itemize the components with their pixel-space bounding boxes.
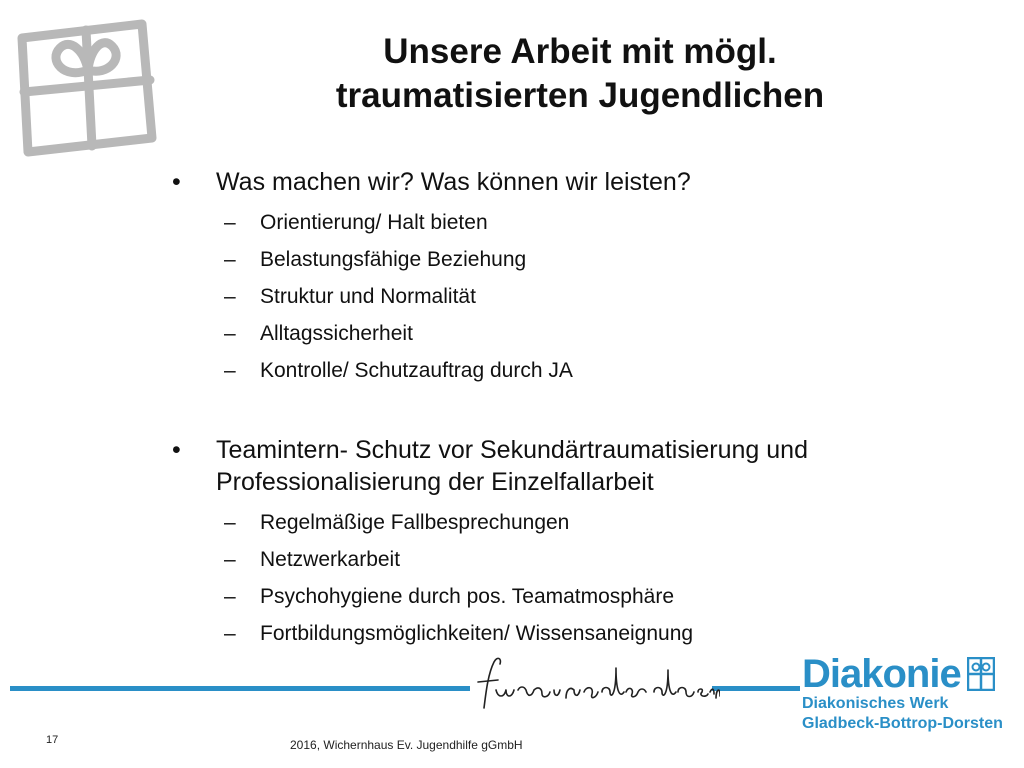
brand-subtitle-1: Diakonisches Werk xyxy=(802,695,949,712)
bullet-text: Professionalisierung der Einzelfallarbeit xyxy=(216,468,654,496)
bullet-item xyxy=(172,434,972,498)
footer-rule xyxy=(712,686,800,691)
diakonie-logo xyxy=(802,654,1007,734)
dash: – xyxy=(224,285,236,308)
diakonie-cross-icon xyxy=(967,657,995,691)
footer-rule xyxy=(10,686,470,691)
sub-item xyxy=(172,315,972,352)
sub-list xyxy=(172,504,972,652)
footer-text: 2016, Wichernhaus Ev. Jugendhilfe gGmbH xyxy=(290,738,523,752)
sub-item xyxy=(172,504,972,541)
sub-item xyxy=(172,204,972,241)
sub-item-text: Alltagssicherheit xyxy=(260,322,413,345)
dash: – xyxy=(224,359,236,382)
dash: – xyxy=(224,548,236,571)
brand-subtitle-2: Gladbeck-Bottrop-Dorsten xyxy=(802,715,1003,732)
bullet-dot: • xyxy=(172,168,181,196)
sub-item xyxy=(172,352,972,389)
bullet-text: Was machen wir? Was können wir leisten? xyxy=(216,168,691,196)
sub-list xyxy=(172,204,972,389)
sub-item-text: Belastungsfähige Beziehung xyxy=(260,248,527,271)
dash: – xyxy=(224,248,236,271)
sub-item xyxy=(172,615,972,652)
bullet-item xyxy=(172,166,972,198)
sub-item-text: Netzwerkarbeit xyxy=(260,548,401,571)
dash: – xyxy=(224,622,236,645)
dash: – xyxy=(224,585,236,608)
dash: – xyxy=(224,322,236,345)
page-number: 17 xyxy=(46,734,59,746)
dash: – xyxy=(224,211,236,234)
sub-item xyxy=(172,241,972,278)
title-line-2: traumatisierten Jugendlichen xyxy=(335,76,825,115)
sub-item-text: Struktur und Normalität xyxy=(260,285,476,308)
signature-slogan xyxy=(470,652,720,712)
bullet-dot: • xyxy=(172,436,181,464)
slide-content xyxy=(172,166,972,652)
sub-item-text: Fortbildungsmöglichkeiten/ Wissensaneignung xyxy=(260,622,694,645)
dash: – xyxy=(224,511,236,534)
slide-title xyxy=(160,30,1000,118)
title-line-1: Unsere Arbeit mit mögl. xyxy=(383,32,777,71)
sub-item-text: Kontrolle/ Schutzauftrag durch JA xyxy=(260,359,573,382)
sub-item-text: Regelmäßige Fallbesprechungen xyxy=(260,511,570,534)
sub-item-text: Orientierung/ Halt bieten xyxy=(260,211,488,234)
sub-item xyxy=(172,278,972,315)
brand-name: Diakonie xyxy=(802,652,961,696)
bullet-text: Teamintern- Schutz vor Sekundärtraumatisierung und xyxy=(216,436,808,464)
sub-item-text: Psychohygiene durch pos. Teamatmosphäre xyxy=(260,585,675,608)
sub-item xyxy=(172,578,972,615)
corner-logo xyxy=(4,10,164,160)
sub-item xyxy=(172,541,972,578)
